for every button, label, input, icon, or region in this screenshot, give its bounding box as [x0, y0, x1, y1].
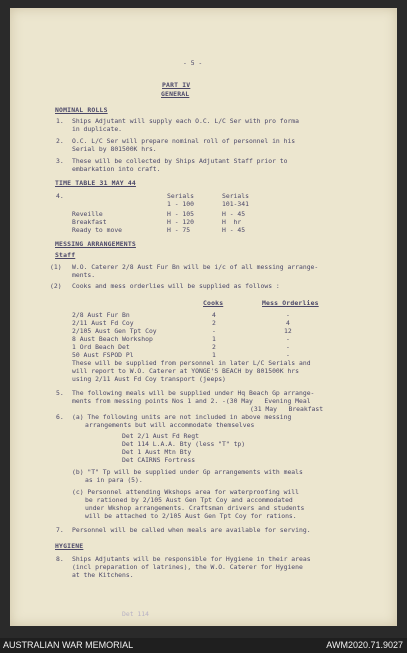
item-number: (2)	[50, 282, 62, 290]
unit-name: 8 Aust Beach Workshop	[72, 335, 153, 343]
row-label: Reveille	[72, 210, 103, 218]
item-text: (incl preparation of latrines), the W.O. Caterer for Hygiene	[72, 563, 303, 571]
paragraph-line: will report to W.O. Caterer at YONGE'S BEACH by 801500K hrs	[72, 367, 300, 375]
bleed-through-text: Det 114	[122, 610, 149, 618]
unit-name: 50 Aust FSPOD Pl	[72, 351, 134, 359]
item-text: Ships Adjutant will supply each O.C. L/C Ser with pro forma	[72, 117, 300, 125]
unit-name: 2/8 Aust Fur Bn	[72, 311, 130, 319]
item-text: will be attached to 2/105 Aust Gen Tpt Coy for rations.	[85, 512, 297, 520]
item-number: 1.	[56, 117, 64, 125]
row-label: Breakfast	[72, 218, 107, 226]
section-heading-nominal-rolls: NOMINAL ROLLS	[55, 106, 108, 114]
item-text: embarkation into craft.	[72, 165, 161, 173]
unit-name: 1 Ord Beach Det	[72, 343, 130, 351]
unit-list-item: Det 2/1 Aust Fd Regt	[122, 432, 199, 440]
cooks-count: 1	[212, 335, 216, 343]
cooks-count: 2	[212, 343, 216, 351]
column-subheader: 101-341	[222, 200, 249, 208]
item-number: 7.	[56, 526, 64, 534]
column-header-cooks: Cooks	[203, 299, 224, 307]
part-title: GENERAL	[161, 90, 190, 98]
item-number: 2.	[56, 137, 64, 145]
item-text: at the Kitchens.	[72, 571, 134, 579]
item-text: ments.	[72, 271, 96, 279]
item-number: 6.	[56, 413, 64, 421]
archive-footer	[0, 638, 407, 653]
page-number: - 5 -	[183, 59, 203, 67]
cooks-count: 4	[212, 311, 216, 319]
paragraph-line: using 2/11 Aust Fd Coy transport (jeeps)	[72, 375, 226, 383]
orderlies-count: -	[286, 351, 290, 359]
orderlies-count: 4	[286, 319, 290, 327]
row-label: Ready to move	[72, 226, 123, 234]
unit-name: 2/105 Aust Gen Tpt Coy	[72, 327, 157, 335]
item-text: W.O. Caterer 2/8 Aust Fur Bn will be i/c of all messing arrange-	[72, 263, 319, 271]
section-heading-time-table: TIME TABLE 31 MAY 44	[55, 179, 136, 187]
orderlies-count: -	[286, 343, 290, 351]
row-value: H - 120	[167, 218, 194, 226]
part-number: PART IV	[162, 81, 191, 89]
row-value: H - 45	[222, 210, 246, 218]
footer-accession-number: AWM2020.71.9027	[326, 640, 403, 650]
sub-heading-staff: Staff	[55, 251, 76, 259]
item-text: Serial by 801500K hrs.	[72, 145, 157, 153]
item-text: O.C. L/C Ser will prepare nominal roll of personnel in his	[72, 137, 296, 145]
item-text: Personnel will be called when meals are available for serving.	[72, 526, 311, 534]
document-body	[10, 8, 397, 626]
item-text: in duplicate.	[72, 125, 123, 133]
orderlies-count: 12	[284, 327, 292, 335]
unit-list-item: Det 114 L.A.A. Bty (less "T" tp)	[122, 440, 246, 448]
section-heading-messing: MESSING ARRANGEMENTS	[55, 240, 136, 248]
orderlies-count: -	[286, 335, 290, 343]
item-text: (c) Personnel attending Wkshops area for waterproofing will	[72, 488, 300, 496]
orderlies-count: -	[286, 311, 290, 319]
footer-institution: AUSTRALIAN WAR MEMORIAL	[3, 640, 134, 650]
unit-list-item: Det CAIRNS Fortress	[122, 456, 196, 464]
item-number: (1)	[50, 263, 62, 271]
item-number: 4.	[56, 192, 64, 200]
row-value: H - 45	[222, 226, 246, 234]
item-text: arrangements but will accommodate themselves	[85, 421, 255, 429]
column-subheader: 1 - 100	[167, 200, 194, 208]
item-text: Ships Adjutants will be responsible for Hygiene in their areas	[72, 555, 311, 563]
item-number: 8.	[56, 555, 64, 563]
item-number: 5.	[56, 389, 64, 397]
row-value: H hr	[222, 218, 242, 226]
row-value: H - 105	[167, 210, 194, 218]
row-value: H - 75	[167, 226, 191, 234]
item-text: Cooks and mess orderlies will be supplied as follows :	[72, 282, 280, 290]
item-text: (a) The following units are not included in above messing	[72, 413, 292, 421]
cooks-count: 1	[212, 351, 216, 359]
item-text: (31 May Breakfast	[250, 405, 324, 413]
column-header: Serials	[222, 192, 249, 200]
item-text: be rationed by 2/105 Aust Gen Tpt Coy and accommodated	[85, 496, 293, 504]
item-text: under Wkshop arrangements. Craftsman drivers and students	[85, 504, 305, 512]
item-text: ments from messing points Nos 1 and 2. -(30 May Evening Meal	[72, 397, 311, 405]
item-number: 3.	[56, 157, 64, 165]
column-header-mess-orderlies: Mess Orderlies	[262, 299, 319, 307]
document-page	[10, 8, 397, 626]
unit-list-item: Det 1 Aust Mtn Bty	[122, 448, 192, 456]
item-text: (b) "T" Tp will be supplied under Gp arrangements with meals	[72, 468, 303, 476]
paragraph-line: These will be supplied from personnel in later L/C Serials and	[72, 359, 311, 367]
column-header: Serials	[167, 192, 194, 200]
item-text: The following meals will be supplied under Hq Beach Gp arrange-	[72, 389, 315, 397]
unit-name: 2/11 Aust Fd Coy	[72, 319, 134, 327]
cooks-count: 2	[212, 319, 216, 327]
cooks-count: -	[212, 327, 216, 335]
item-text: These will be collected by Ships Adjutant Staff prior to	[72, 157, 288, 165]
section-heading-hygiene: HYGIENE	[55, 542, 84, 550]
item-text: as in para (5).	[85, 476, 143, 484]
